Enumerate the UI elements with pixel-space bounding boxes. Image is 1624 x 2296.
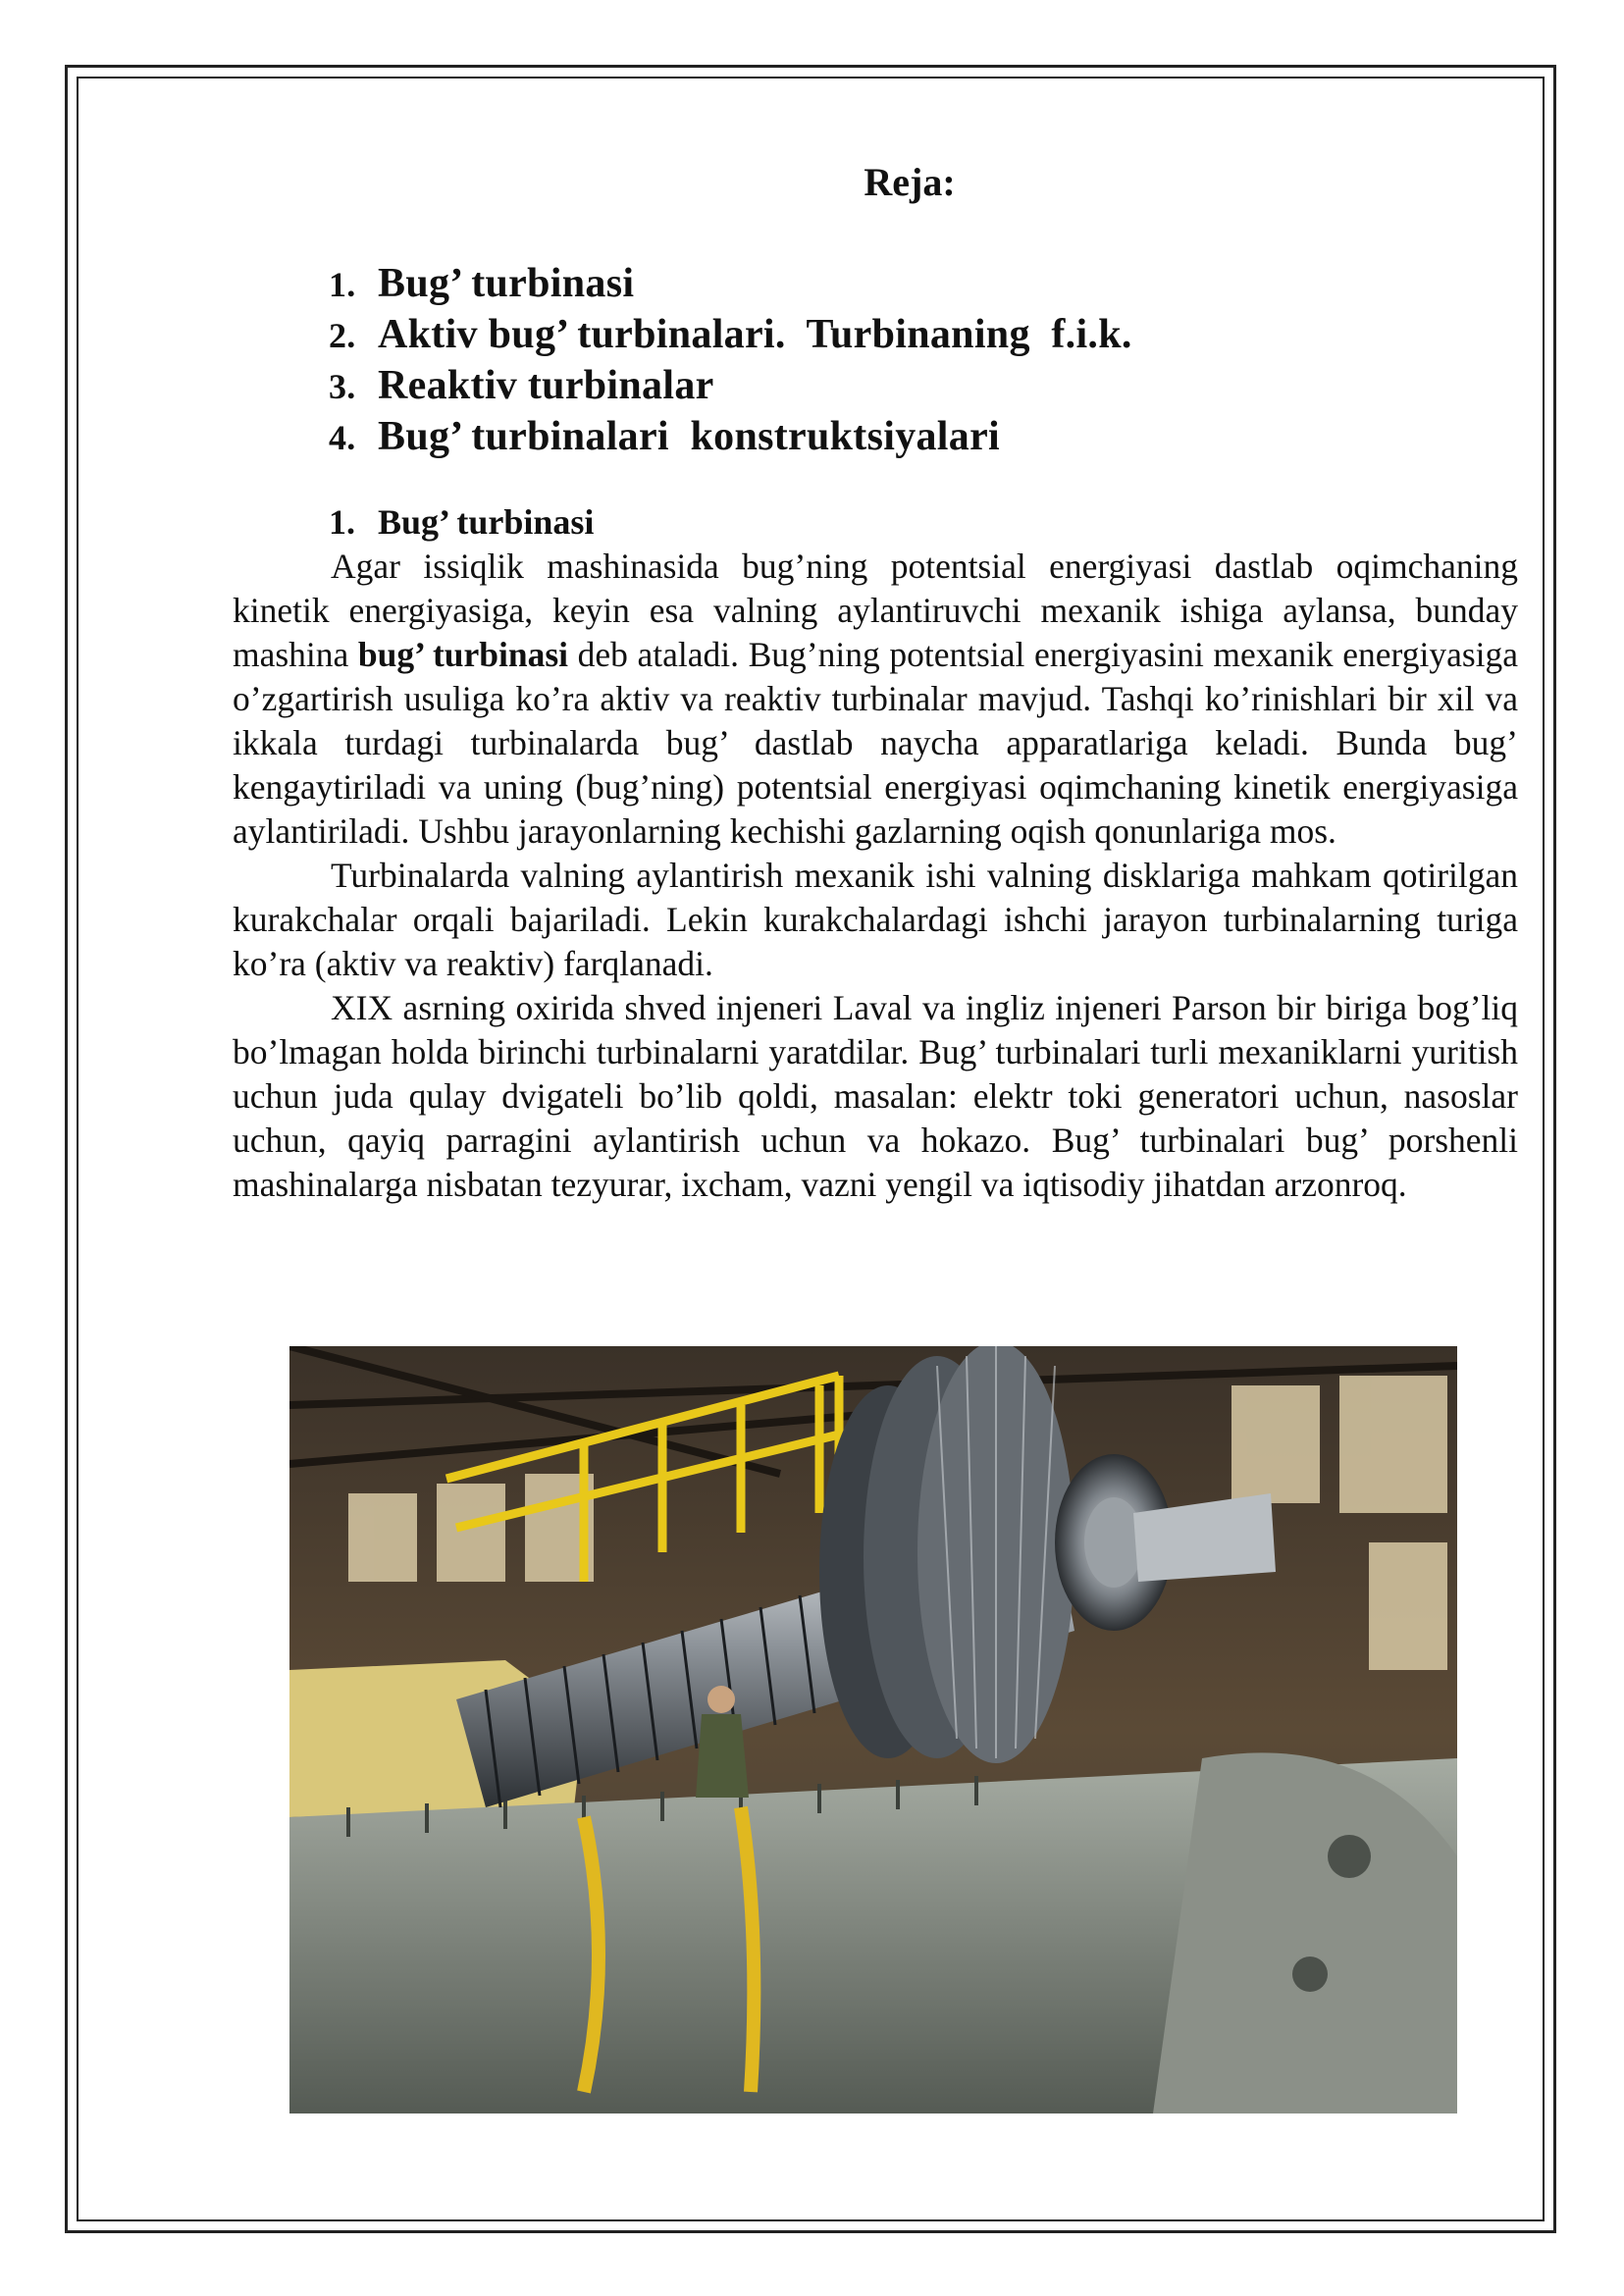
plan-item-label: Bug’ turbinalari konstruktsiyalari — [378, 414, 1000, 459]
plan-item-label: Bug’ turbinasi — [378, 261, 635, 306]
plan-list — [233, 259, 1518, 463]
plan-item-number: 3. — [329, 367, 356, 406]
plan-item-number: 1. — [329, 265, 356, 304]
plan-item-label: Reaktiv turbinalar — [378, 363, 714, 408]
section-number: 1. — [329, 502, 355, 542]
plan-item-number: 4. — [329, 418, 356, 457]
turbine-photo-illustration — [289, 1346, 1457, 2113]
housing-port-lower — [1292, 1957, 1328, 1992]
paragraph-2: Turbinalarda valning aylantirish mexanik ishi valning disklariga mahkam qotirilgan kurakchalar orqali bajariladi. Lekin kurakchalardagi ishchi jarayon turbinalarning turiga ko’ra (aktiv va reaktiv) farqlanadi. — [233, 856, 1518, 983]
paragraph-1-term: bug’ turbinasi — [357, 635, 569, 674]
bearing-housing — [1153, 1752, 1457, 2113]
paragraph-3: XIX asrning oxirida shved injeneri Laval va ingliz injeneri Parson bir biriga bog’liq bo’lmagan holda birinchi turbinalarni yaratdilar. Bug’ turbinalari turli mexaniklarni yuritish uchun juda qulay dvigateli bo’lib qoldi, masalan: elektr toki generatori uchun, nasoslar uchun, qayiq parragini aylantirish uchun va hokazo. Bug’ turbinalari bug’ porshenli mashinalarga nisbatan tezyurar, ixcham, vazni yengil va iqtisodiy jihatdan arzonroq. — [233, 988, 1518, 1204]
section-title: Bug’ turbinasi — [378, 502, 595, 542]
document-body — [233, 147, 1518, 1207]
section-heading — [329, 500, 1518, 545]
plan-item-4 — [329, 412, 1518, 463]
plan-item-3 — [329, 361, 1518, 412]
paragraph-1 — [233, 545, 1518, 854]
plan-item-label: Aktiv bug’ turbinalari. Turbinaning f.i.k. — [378, 312, 1132, 357]
turbine-photo — [289, 1346, 1457, 2113]
plan-item-1 — [329, 259, 1518, 310]
housing-port — [1328, 1835, 1371, 1878]
plan-title: Reja: — [864, 160, 956, 204]
paragraph-1-text-b: deb ataladi. Bug’ning potentsial energiyasini mexanik energiyasiga o’zgartirish usuliga ko’ra aktiv va reaktiv turbinalar mavjud. Tashqi ko’rinishlari bir xil va ikkala turdagi turbinalarda bug’ dastlab naycha apparatlariga keladi. Bunda bug’ kengaytiriladi va uning (bug’ning) potentsial energiyasi oqimchaning kinetik energiyasiga aylantiriladi. Ushbu jarayonlarning kechishi gazlarning oqish qonunlariga mos. — [233, 635, 1519, 851]
paragraph-1-text-a: Agar issiqlik mashinasida bug’ning potentsial energiyasi dastlab oqimchaning kinetik energiyasiga, keyin esa valning aylantiruvchi mexanik ishiga aylansa, bunday mashina — [233, 547, 1518, 674]
flange-hub — [1084, 1497, 1143, 1588]
plan-item-2 — [329, 310, 1518, 361]
plan-item-number: 2. — [329, 316, 356, 355]
